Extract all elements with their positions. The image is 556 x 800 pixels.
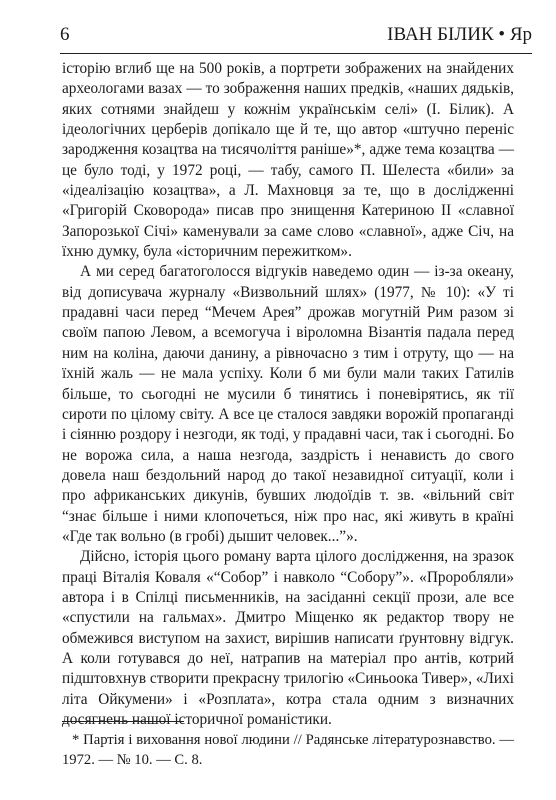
- footnote: [62, 730, 514, 770]
- paragraph: А ми серед багатоголосся відгуків наведемо один — із-за океану, від дописувача журналу «Визвольний шлях» (1977, № 10): «У ті прадавні часи перед “Мечем Арея” дрожав могутній Рим разом зі своїм папою Левом, а всемогуча і віроломна Візантія падала перед ним на коліна, даючи данину, а рівночасно з тим і отруту, що — на їхній жаль — не мала успіху. Коли б ми були мали таких Гатилів більше, то сьогодні не мусили б тинятись і поневірятись, як тії сироти по цілому світу. А все це сталося завдяки ворожій пропаганді і сіянню роздору і незгоди, як тоді, у прадавні часи, так і сьогодні. Бо не ворожа сила, а наша незгода, заздрість і ненависть до свого довела наш бездольний народ до такої незавидної ситуації, коли і про африканських дикунів, бувших людоїдів т. зв. «вільний світ “знає більше і ними клопочеться, ніж про нас, які живуть в країні «Где так вольно (в гробі) дышит человек...”».: [62, 263, 514, 545]
- footnote-text: * Партія і виховання нової людини // Радянське літературознавство. — 1972. — № 10. — С. 8.: [62, 732, 514, 768]
- header-rule: [60, 53, 532, 54]
- paragraph: Дійсно, історія цього роману варта цілого дослідження, на зразок праці Віталія Коваля «“Собор” і навколо “Собору”». «Проробляли» автора і в Спілці письменників, на засіданні секції прози, але все «спустили на гальмах». Дмитро Міщенко як редактор твору не обмежився виступом на захист, вирішив написати ґрунтовну відгук. А коли готувався до неї, натрапив на матеріал про антів, котрий підштовхнув створити прекрасну трилогію «Синьоока Тивер», «Лихі літа Ойкумени» і «Розплата», котра стала одним з визначних досягнень нашої історичної романістики.: [62, 548, 514, 728]
- page-number: 6: [60, 24, 70, 45]
- paragraph: історію вглиб ще на 500 років, а портрети зображених на знайдених археологами вазах — то зображення наших предків, «наших дядьків, яких сотнями знайдеш у кожнім українськім селі» (І. Білик). А ідеологічних церберів допікало ще й те, що автор «штучно переніс зародження козацтва на тисячоліття раніше»*, адже тема козацтва — це було тоді, у 1972 році, — табу, самого П. Шелеста «били» за «ідеалізацію козацтва», а Л. Махновця за те, що в дослідженні «Григорій Сковорода» писав про знищення Катериною II «славної Запорозької Січі» каменували за саме слово «славної», адже Січ, на їхню думку, була «історичним пережитком».: [62, 60, 514, 261]
- page-header: [60, 24, 532, 50]
- body-text: [62, 59, 514, 730]
- footnote-rule: [62, 721, 184, 722]
- running-head: ІВАН БІЛИК • Яр: [387, 24, 532, 45]
